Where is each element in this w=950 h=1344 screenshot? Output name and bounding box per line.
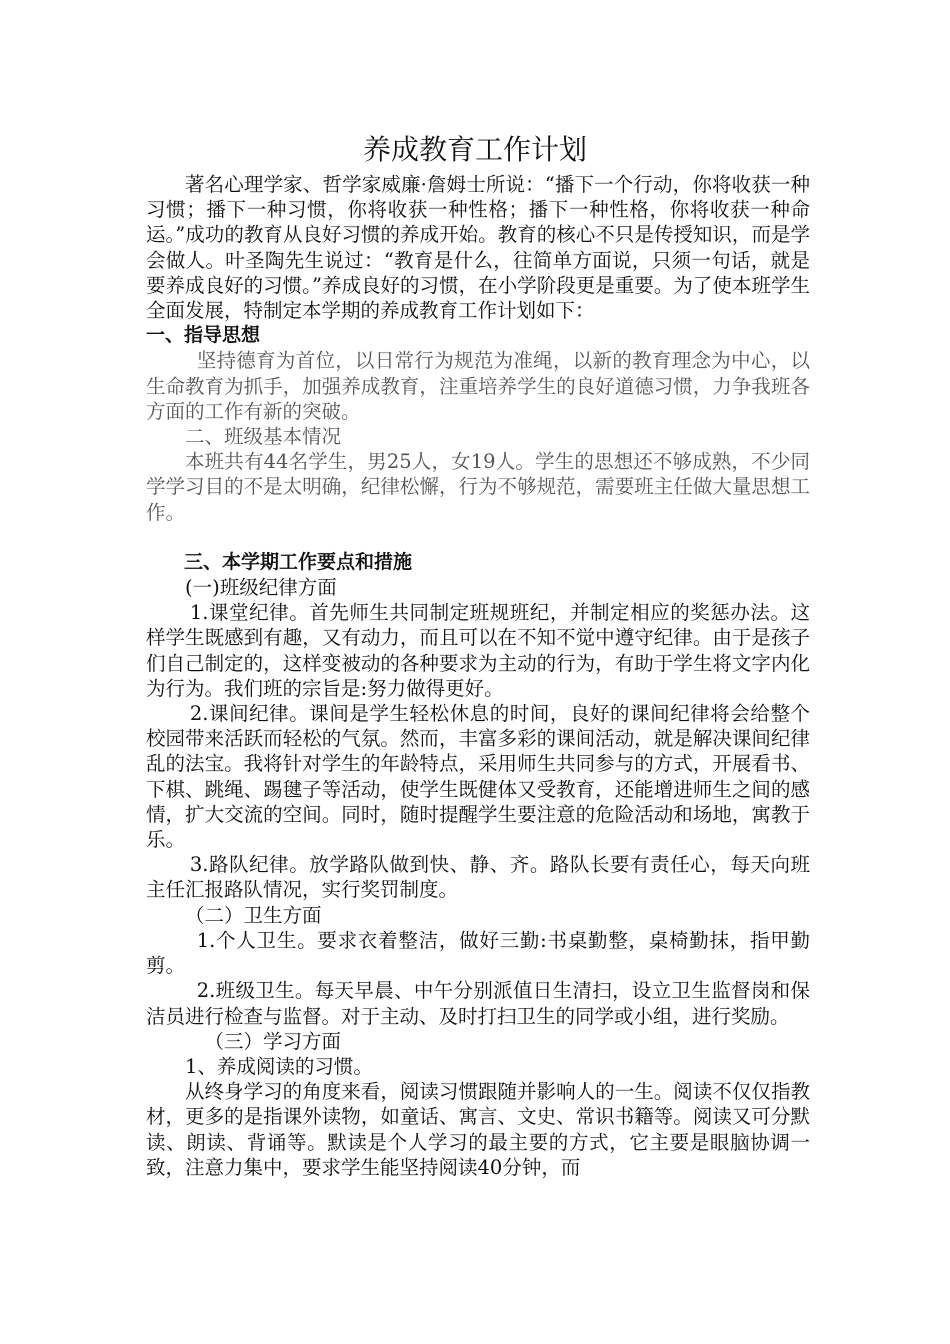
sub3-item-heading: 1、养成阅读的习惯。 bbox=[185, 1054, 373, 1078]
sub1-heading: (一)班级纪律方面 bbox=[185, 576, 337, 600]
sub2-heading: （二）卫生方面 bbox=[185, 903, 322, 927]
sub3-text: 从终身学习的角度来看，阅读习惯跟随并影响人的一生。阅读不仅仅指教材，更多的是指课外读物，如童话、寓言、文史、常识书籍等。阅读又可分默读、朗读、背诵等。默读是个人学习的最主要的方式，它主要是眼脑协调一致，注意力集中，要求学生能坚持阅读40分钟，而 bbox=[146, 1080, 810, 1179]
blank-line bbox=[146, 525, 810, 550]
section1-text: 坚持德育为首位，以日常行为规范为准绳，以新的教育理念为中心，以生命教育为抓手，加强养成教育，注重培养学生的良好道德习惯，力争我班各方面的工作有新的突破。 bbox=[146, 349, 810, 423]
sub3-heading: （三）学习方面 bbox=[204, 1029, 342, 1053]
section2-heading: 二、班级基本情况 bbox=[185, 425, 342, 449]
intro-paragraph: 著名心理学家、哲学家威廉·詹姆士所说：“播下一个行动，你将收获一种习惯；播下一种习惯，你将收获一种性格；播下一种性格，你将收获一种命运。”成功的教育从良好习惯的养成开始。教育的核心不只是传授知识，而是学会做人。叶圣陶先生说过：“教育是什么，往简单方面说，只须一句话，就是要养成良好的习惯。”养成良好的习惯，在小学阶段更是重要。为了使本班学生全面发展，特制定本学期的养成教育工作计划如下： bbox=[146, 173, 810, 323]
sub2-item-2: 2.班级卫生。每天早晨、中午分别派值日生清扫，设立卫生监督岗和保洁员进行检查与监督。对于主动、及时打扫卫生的同学或小组，进行奖励。 bbox=[146, 979, 810, 1028]
document-body bbox=[146, 172, 810, 1180]
sub1-item-3: 3.路队纪律。放学路队做到快、静、齐。路队长要有责任心，每天向班主任汇报路队情况，实行奖罚制度。 bbox=[146, 853, 810, 902]
document-title: 养成教育工作计划 bbox=[362, 133, 587, 166]
sub2-item-1: 1.个人卫生。要求衣着整洁，做好三勤:书桌勤整，桌椅勤抹，指甲勤剪。 bbox=[146, 928, 810, 978]
section1-heading: 一、指导思想 bbox=[146, 324, 261, 347]
section2-text: 本班共有44名学生，男25人，女19人。学生的思想还不够成熟，不少同学学习目的不是太明确，纪律松懈，行为不够规范，需要班主任做大量思想工作。 bbox=[146, 450, 810, 524]
sub1-item-1: 1.课堂纪律。首先师生共同制定班规班纪，并制定相应的奖惩办法。这样学生既感到有趣，又有动力，而且可以在不知不觉中遵守纪律。由于是孩子们自己制定的，这样变被动的各种要求为主动的行为，有助于学生将文字内化为行为。我们班的宗旨是:努力做得更好。 bbox=[146, 601, 810, 700]
sub1-item-2: 2.课间纪律。课间是学生轻松休息的时间，良好的课间纪律将会给整个校园带来活跃而轻松的气氛。然而，丰富多彩的课间活动，就是解决课间纪律乱的法宝。我将针对学生的年龄特点，采用师生共同参与的方式，开展看书、下棋、跳绳、踢毽子等活动，使学生既健体又受教育，还能增进师生之间的感情，扩大交流的空间。同时，随时提醒学生要注意的危险活动和场地，寓教于乐。 bbox=[146, 702, 810, 852]
section3-heading: 三、本学期工作要点和措施 bbox=[184, 550, 413, 573]
